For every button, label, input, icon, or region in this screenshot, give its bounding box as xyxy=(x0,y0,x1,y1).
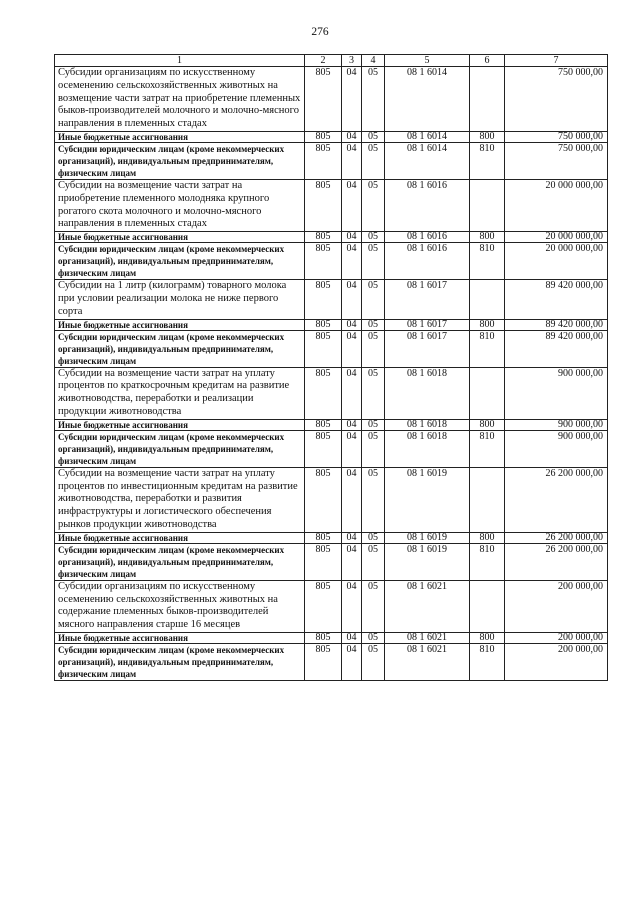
cell-section: 04 xyxy=(342,419,362,430)
cell-section: 04 xyxy=(342,67,362,132)
header-cell: 3 xyxy=(342,55,362,67)
cell-subsection: 05 xyxy=(362,319,385,330)
row-description: Субсидии на возмещение части затрат на уплату процентов по инвестиционным кредитам на развитие животноводства, переработки и развития инфраструктуры и логистического обеспечения рынков продукции животноводства xyxy=(55,467,305,532)
cell-expense-type: 810 xyxy=(470,643,505,680)
cell-section: 04 xyxy=(342,319,362,330)
cell-expense-type: 810 xyxy=(470,243,505,280)
cell-target-article: 08 1 6021 xyxy=(385,580,470,632)
cell-amount: 26 200 000,00 xyxy=(505,543,608,580)
table-row xyxy=(55,179,608,231)
cell-target-article: 08 1 6017 xyxy=(385,319,470,330)
cell-ministry-code: 805 xyxy=(305,430,342,467)
cell-amount: 200 000,00 xyxy=(505,632,608,643)
cell-section: 04 xyxy=(342,632,362,643)
table-row xyxy=(55,319,608,330)
cell-section: 04 xyxy=(342,580,362,632)
cell-target-article: 08 1 6018 xyxy=(385,419,470,430)
cell-expense-type xyxy=(470,67,505,132)
cell-subsection: 05 xyxy=(362,467,385,532)
cell-section: 04 xyxy=(342,179,362,231)
table-row xyxy=(55,67,608,132)
cell-expense-type: 810 xyxy=(470,330,505,367)
cell-ministry-code: 805 xyxy=(305,632,342,643)
row-description: Субсидии юридическим лицам (кроме некоммерческих организаций), индивидуальным предпринимателям, физическим лицам xyxy=(55,330,305,367)
cell-target-article: 08 1 6018 xyxy=(385,430,470,467)
cell-amount: 20 000 000,00 xyxy=(505,179,608,231)
cell-ministry-code: 805 xyxy=(305,280,342,319)
cell-section: 04 xyxy=(342,643,362,680)
table-row xyxy=(55,632,608,643)
table-row xyxy=(55,532,608,543)
header-cell: 2 xyxy=(305,55,342,67)
table-row xyxy=(55,280,608,319)
cell-section: 04 xyxy=(342,330,362,367)
cell-target-article: 08 1 6019 xyxy=(385,543,470,580)
header-cell: 7 xyxy=(505,55,608,67)
row-description: Иные бюджетные ассигнования xyxy=(55,419,305,430)
cell-subsection: 05 xyxy=(362,580,385,632)
header-cell: 6 xyxy=(470,55,505,67)
row-description: Субсидии юридическим лицам (кроме некоммерческих организаций), индивидуальным предпринимателям, физическим лицам xyxy=(55,543,305,580)
cell-expense-type: 800 xyxy=(470,319,505,330)
row-description: Иные бюджетные ассигнования xyxy=(55,232,305,243)
cell-subsection: 05 xyxy=(362,179,385,231)
cell-ministry-code: 805 xyxy=(305,232,342,243)
table-row xyxy=(55,430,608,467)
cell-target-article: 08 1 6016 xyxy=(385,243,470,280)
cell-subsection: 05 xyxy=(362,232,385,243)
table-row xyxy=(55,232,608,243)
cell-section: 04 xyxy=(342,142,362,179)
header-cell: 4 xyxy=(362,55,385,67)
cell-ministry-code: 805 xyxy=(305,330,342,367)
cell-amount: 900 000,00 xyxy=(505,367,608,419)
cell-amount: 20 000 000,00 xyxy=(505,243,608,280)
cell-section: 04 xyxy=(342,232,362,243)
cell-expense-type xyxy=(470,467,505,532)
cell-target-article: 08 1 6019 xyxy=(385,532,470,543)
page-number: 276 xyxy=(311,26,329,38)
table-row xyxy=(55,643,608,680)
row-description: Субсидии на 1 литр (килограмм) товарного молока при условии реализации молока не ниже первого сорта xyxy=(55,280,305,319)
cell-amount: 89 420 000,00 xyxy=(505,330,608,367)
cell-expense-type: 800 xyxy=(470,419,505,430)
cell-subsection: 05 xyxy=(362,280,385,319)
cell-expense-type xyxy=(470,179,505,231)
cell-subsection: 05 xyxy=(362,543,385,580)
cell-subsection: 05 xyxy=(362,367,385,419)
cell-expense-type xyxy=(470,280,505,319)
cell-ministry-code: 805 xyxy=(305,319,342,330)
cell-ministry-code: 805 xyxy=(305,243,342,280)
cell-target-article: 08 1 6019 xyxy=(385,467,470,532)
cell-section: 04 xyxy=(342,367,362,419)
row-description: Субсидии организациям по искусственному осеменению сельскохозяйственных животных на содержание племенных быков-производителей мясного направления старше 16 месяцев xyxy=(55,580,305,632)
cell-target-article: 08 1 6017 xyxy=(385,330,470,367)
cell-ministry-code: 805 xyxy=(305,467,342,532)
cell-expense-type: 800 xyxy=(470,532,505,543)
header-row xyxy=(55,55,608,67)
header-cell: 5 xyxy=(385,55,470,67)
cell-expense-type: 800 xyxy=(470,232,505,243)
cell-expense-type: 800 xyxy=(470,131,505,142)
row-description: Субсидии юридическим лицам (кроме некоммерческих организаций), индивидуальным предпринимателям, физическим лицам xyxy=(55,243,305,280)
cell-ministry-code: 805 xyxy=(305,532,342,543)
cell-section: 04 xyxy=(342,532,362,543)
table-row xyxy=(55,142,608,179)
cell-target-article: 08 1 6018 xyxy=(385,367,470,419)
cell-amount: 26 200 000,00 xyxy=(505,532,608,543)
row-description: Субсидии юридическим лицам (кроме некоммерческих организаций), индивидуальным предпринимателям, физическим лицам xyxy=(55,142,305,179)
cell-subsection: 05 xyxy=(362,430,385,467)
cell-subsection: 05 xyxy=(362,243,385,280)
cell-target-article: 08 1 6016 xyxy=(385,179,470,231)
cell-section: 04 xyxy=(342,430,362,467)
row-description: Иные бюджетные ассигнования xyxy=(55,319,305,330)
cell-amount: 200 000,00 xyxy=(505,580,608,632)
cell-section: 04 xyxy=(342,280,362,319)
cell-ministry-code: 805 xyxy=(305,419,342,430)
cell-amount: 200 000,00 xyxy=(505,643,608,680)
cell-expense-type: 800 xyxy=(470,632,505,643)
cell-subsection: 05 xyxy=(362,419,385,430)
cell-amount: 750 000,00 xyxy=(505,131,608,142)
table-row xyxy=(55,243,608,280)
row-description: Иные бюджетные ассигнования xyxy=(55,532,305,543)
row-description: Субсидии юридическим лицам (кроме некоммерческих организаций), индивидуальным предпринимателям, физическим лицам xyxy=(55,643,305,680)
cell-section: 04 xyxy=(342,131,362,142)
cell-target-article: 08 1 6021 xyxy=(385,643,470,680)
cell-subsection: 05 xyxy=(362,142,385,179)
cell-amount: 20 000 000,00 xyxy=(505,232,608,243)
table-row xyxy=(55,543,608,580)
cell-subsection: 05 xyxy=(362,131,385,142)
cell-amount: 900 000,00 xyxy=(505,430,608,467)
cell-ministry-code: 805 xyxy=(305,643,342,680)
cell-target-article: 08 1 6014 xyxy=(385,67,470,132)
table-row xyxy=(55,467,608,532)
table-row xyxy=(55,330,608,367)
cell-subsection: 05 xyxy=(362,632,385,643)
cell-target-article: 08 1 6021 xyxy=(385,632,470,643)
cell-ministry-code: 805 xyxy=(305,543,342,580)
header-cell: 1 xyxy=(55,55,305,67)
cell-amount: 89 420 000,00 xyxy=(505,319,608,330)
cell-subsection: 05 xyxy=(362,532,385,543)
row-description: Субсидии на возмещение части затрат на уплату процентов по краткосрочным кредитам на развитие животноводства, переработки и реализации продукции животноводства xyxy=(55,367,305,419)
cell-ministry-code: 805 xyxy=(305,367,342,419)
cell-amount: 89 420 000,00 xyxy=(505,280,608,319)
cell-expense-type: 810 xyxy=(470,430,505,467)
table-row xyxy=(55,580,608,632)
cell-amount: 750 000,00 xyxy=(505,67,608,132)
cell-target-article: 08 1 6016 xyxy=(385,232,470,243)
cell-expense-type xyxy=(470,580,505,632)
cell-target-article: 08 1 6017 xyxy=(385,280,470,319)
cell-expense-type xyxy=(470,367,505,419)
cell-ministry-code: 805 xyxy=(305,580,342,632)
cell-section: 04 xyxy=(342,243,362,280)
row-description: Иные бюджетные ассигнования xyxy=(55,131,305,142)
cell-target-article: 08 1 6014 xyxy=(385,142,470,179)
cell-subsection: 05 xyxy=(362,643,385,680)
cell-subsection: 05 xyxy=(362,330,385,367)
cell-amount: 26 200 000,00 xyxy=(505,467,608,532)
row-description: Субсидии юридическим лицам (кроме некоммерческих организаций), индивидуальным предпринимателям, физическим лицам xyxy=(55,430,305,467)
row-description: Иные бюджетные ассигнования xyxy=(55,632,305,643)
cell-ministry-code: 805 xyxy=(305,179,342,231)
cell-section: 04 xyxy=(342,543,362,580)
cell-ministry-code: 805 xyxy=(305,131,342,142)
table-row xyxy=(55,131,608,142)
row-description: Субсидии на возмещение части затрат на приобретение племенного молодняка крупного рогатого скота молочного и молочно-мясного направления в племенных стадах xyxy=(55,179,305,231)
cell-section: 04 xyxy=(342,467,362,532)
cell-expense-type: 810 xyxy=(470,142,505,179)
table-row xyxy=(55,419,608,430)
cell-amount: 900 000,00 xyxy=(505,419,608,430)
table-row xyxy=(55,367,608,419)
cell-expense-type: 810 xyxy=(470,543,505,580)
cell-ministry-code: 805 xyxy=(305,67,342,132)
row-description: Субсидии организациям по искусственному осеменению сельскохозяйственных животных на возмещение части затрат на приобретение племенных быков-производителей молочного и молочно-мясного направления в племенных стадах xyxy=(55,67,305,132)
cell-amount: 750 000,00 xyxy=(505,142,608,179)
cell-subsection: 05 xyxy=(362,67,385,132)
cell-target-article: 08 1 6014 xyxy=(385,131,470,142)
budget-table xyxy=(54,54,608,681)
cell-ministry-code: 805 xyxy=(305,142,342,179)
